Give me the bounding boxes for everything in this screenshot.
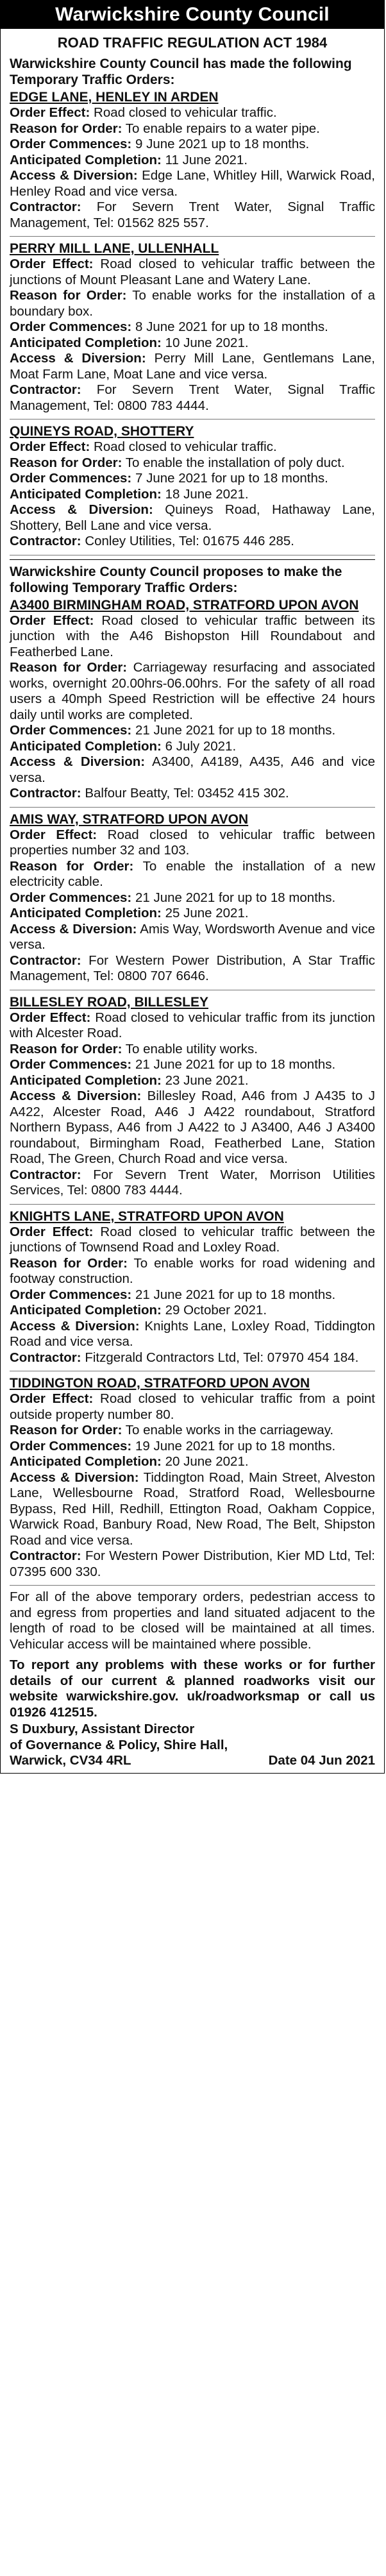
order-reason-line [10,1042,375,1058]
order-commences-value: 21 June 2021 for up to 18 months. [135,1057,336,1072]
order-completion-line [10,1454,375,1470]
order-access-value: Amis Way, Wordsworth Avenue and vice versa. [10,921,375,952]
order-effect-label: Order Effect: [10,439,90,454]
order-access-label: Access & Diversion: [10,168,138,183]
order-completion-value: 10 June 2021. [165,335,249,350]
order-access-line [10,922,375,953]
section-divider [10,559,375,560]
order-access-value: Tiddington Road, Main Street, Alveston Lane, Wellesbourne Road, Stratford Road, Wellesbourne Bypass, Red Hill, Redhill, Ettington Road, Oakham Coppice, Warwick Road, Banbury Road, New Road, The Belt, Shipston Road and vice versa. [10,1470,375,1548]
order-heading: QUINEYS ROAD, SHOTTERY [10,424,194,439]
order-commences-value: 19 June 2021 for up to 18 months. [135,1438,336,1453]
order-completion-line [10,739,375,755]
order-contractor-value: For Severn Trent Water, Signal Traffic Management, Tel: 0800 783 4444. [10,382,375,413]
order-access-line [10,351,375,382]
order-heading: AMIS WAY, STRATFORD UPON AVON [10,811,249,827]
order-effect-line [10,827,375,859]
order-effect-label: Order Effect: [10,1224,94,1239]
order-reason-label: Reason for Order: [10,1255,128,1271]
order-block [10,1208,375,1372]
order-heading: KNIGHTS LANE, STRATFORD UPON AVON [10,1208,284,1224]
order-completion-label: Anticipated Completion: [10,1454,162,1469]
order-access-value: Quineys Road, Hathaway Lane, Shottery, Bell Lane and vice versa. [10,502,375,533]
order-completion-label: Anticipated Completion: [10,1072,162,1088]
order-completion-label: Anticipated Completion: [10,335,162,350]
order-commences-label: Order Commences: [10,319,132,334]
order-contractor-label: Contractor: [10,1548,81,1563]
order-access-value: A3400, A4189, A435, A46 and vice versa. [10,754,375,785]
notice-header [1,1,384,29]
order-effect-value: Road closed to vehicular traffic between its junction with the A46 Bishopston Hill Roundabout and Featherbed Lane. [10,613,375,659]
order-commences-line [10,1439,375,1455]
order-effect-line [10,1010,375,1042]
order-reason-label: Reason for Order: [10,288,127,303]
order-completion-line [10,1303,375,1319]
order-block [10,811,375,990]
order-access-label: Access & Diversion: [10,1470,139,1485]
order-divider [10,807,375,808]
order-heading: TIDDINGTON ROAD, STRATFORD UPON AVON [10,1376,310,1391]
order-contractor-line [10,534,375,550]
order-commences-label: Order Commences: [10,1057,132,1072]
order-contractor-line [10,786,375,802]
order-commences-label: Order Commences: [10,137,132,151]
order-commences-line [10,1057,375,1073]
order-contractor-label: Contractor: [10,1350,81,1365]
order-contractor-label: Contractor: [10,953,81,968]
order-commences-value: 9 June 2021 up to 18 months. [135,137,310,151]
order-divider [10,1585,375,1586]
order-access-label: Access & Diversion: [10,1089,142,1103]
order-reason-value: To enable works for the installation of a boundary box. [10,288,375,319]
order-contractor-value: Conley Utilities, Tel: 01675 446 285. [85,534,295,548]
order-effect-value: Road closed to vehicular traffic. [94,439,277,454]
address-date-row [10,1753,375,1769]
order-reason-label: Reason for Order: [10,455,122,470]
order-access-value: Billesley Road, A46 from J A435 to J A422, Alcester Road, A46 J A422 roundabout, Stratford Northern Bypass, A46 from J A422 to J A3400, A46 J A3400 roundabout, Birmingham Road, Featherbed Lane, Station Road, The Green, Church Road and vice versa. [10,1089,375,1166]
order-block [10,1375,375,1586]
order-reason-value: To enable utility works. [125,1041,258,1056]
order-block [10,89,375,237]
order-completion-value: 25 June 2021. [165,906,249,920]
order-reason-line [10,288,375,319]
order-contractor-label: Contractor: [10,1167,81,1182]
order-completion-line [10,1073,375,1089]
order-access-label: Access & Diversion: [10,351,146,366]
order-commences-line [10,137,375,153]
order-heading: PERRY MILL LANE, ULLENHALL [10,241,219,256]
order-completion-label: Anticipated Completion: [10,486,162,502]
order-contractor-value: For Severn Trent Water, Morrison Utilities Services, Tel: 0800 783 4444. [10,1167,375,1198]
order-commences-value: 21 June 2021 for up to 18 months. [135,723,336,738]
order-commences-label: Order Commences: [10,471,132,486]
signatory-department-row [10,1738,375,1754]
order-access-line [10,1470,375,1549]
order-heading: A3400 BIRMINGHAM ROAD, STRATFORD UPON AVON [10,597,359,613]
order-effect-line [10,439,375,455]
order-completion-value: 20 June 2021. [165,1454,249,1469]
order-reason-line [10,455,375,471]
order-completion-line [10,487,375,503]
order-divider [10,1204,375,1205]
order-contractor-value: Fitzgerald Contractors Ltd, Tel: 07970 454 184. [85,1350,359,1365]
order-reason-label: Reason for Order: [10,858,134,874]
order-contractor-value: For Western Power Distribution, A Star Traffic Management, Tel: 0800 707 6646. [10,953,375,983]
order-access-label: Access & Diversion: [10,1318,140,1334]
order-block [10,597,375,808]
order-reason-line [10,859,375,890]
address: Warwick, CV34 4RL [10,1753,131,1768]
order-access-label: Access & Diversion: [10,921,137,936]
order-effect-value: Road closed to vehicular traffic between the junctions of Townsend Road and Loxley Road. [10,1224,375,1255]
order-reason-value: To enable works for road widening and footway construction. [10,1255,375,1286]
order-effect-value: Road closed to vehicular traffic. [94,105,277,120]
order-contractor-label: Contractor: [10,199,81,214]
order-access-line [10,1319,375,1350]
order-completion-value: 11 June 2021. [165,152,248,167]
order-commences-label: Order Commences: [10,1438,132,1453]
order-effect-value: Road closed to vehicular traffic between properties number 32 and 103. [10,827,375,858]
order-contractor-value: For Western Power Distribution, Kier MD Ltd, Tel: 07395 600 330. [10,1548,375,1579]
order-reason-line [10,660,375,723]
order-effect-label: Order Effect: [10,827,97,842]
signatory: S Duxbury, Assistant Director [10,1722,195,1736]
order-reason-value: To enable the installation of poly duct. [125,455,345,470]
order-contractor-label: Contractor: [10,786,81,801]
order-contractor-label: Contractor: [10,382,81,397]
order-reason-label: Reason for Order: [10,121,122,136]
intro-made-orders: Warwickshire County Council has made the following Temporary Traffic Orders: [10,56,352,87]
order-contractor-value: For Severn Trent Water, Signal Traffic Management, Tel: 01562 825 557. [10,199,375,230]
order-contractor-label: Contractor: [10,534,81,548]
order-commences-line [10,723,375,739]
order-effect-label: Order Effect: [10,257,94,271]
order-completion-value: 6 July 2021. [165,738,237,754]
order-commences-line [10,890,375,906]
order-reason-value: To enable works in the carriageway. [125,1423,334,1437]
order-commences-label: Order Commences: [10,723,132,738]
order-access-line [10,754,375,786]
act-title: ROAD TRAFFIC REGULATION ACT 1984 [57,35,328,51]
order-heading: EDGE LANE, HENLEY IN ARDEN [10,90,219,105]
order-effect-label: Order Effect: [10,1391,94,1406]
order-completion-line [10,335,375,352]
order-reason-label: Reason for Order: [10,1423,122,1437]
order-completion-label: Anticipated Completion: [10,738,162,754]
order-completion-label: Anticipated Completion: [10,906,162,920]
intro-proposed-orders: Warwickshire County Council proposes to make the following Temporary Traffic Orders: [10,564,342,595]
order-commences-line [10,1287,375,1303]
order-reason-line [10,121,375,137]
order-contractor-line [10,1350,375,1366]
notice-body [1,29,384,1773]
order-access-line [10,168,375,199]
order-block [10,241,375,419]
order-access-line [10,502,375,534]
order-effect-label: Order Effect: [10,1010,91,1025]
order-effect-line [10,613,375,661]
order-reason-label: Reason for Order: [10,660,128,675]
order-access-label: Access & Diversion: [10,754,146,769]
order-completion-label: Anticipated Completion: [10,152,162,167]
order-access-value: Perry Mill Lane, Gentlemans Lane, Moat Farm Lane, Moat Lane and vice versa. [10,351,375,382]
access-note: For all of the above temporary orders, pedestrian access to and egress from properties and land situated adjacent to the length of road to be closed will be maintained at all times. Vehicular access will be maintained where possible. [10,1589,375,1652]
order-contractor-line [10,382,375,414]
order-access-line [10,1089,375,1167]
order-commences-value: 8 June 2021 for up to 18 months. [135,319,328,334]
order-effect-line [10,1391,375,1423]
order-effect-value: Road closed to vehicular traffic from its junction with Alcester Road. [10,1010,376,1040]
order-reason-value: Carriageway resurfacing and associated works, overnight 20.00hrs-06.00hrs. For the safety of all road users a 40mph Speed Restriction will be effective 24 hours daily until works are completed. [10,660,375,722]
order-access-value: Knights Lane, Loxley Road, Tiddington Road and vice versa. [10,1318,375,1349]
order-contractor-value: Balfour Beatty, Tel: 03452 415 302. [85,786,289,801]
order-commences-value: 21 June 2021 for up to 18 months. [135,1287,336,1302]
order-commences-value: 21 June 2021 for up to 18 months. [135,890,336,905]
order-contractor-line [10,1548,375,1580]
order-commences-value: 7 June 2021 for up to 18 months. [135,471,328,486]
order-effect-line [10,105,375,121]
order-commences-label: Order Commences: [10,890,132,905]
order-divider [10,236,375,237]
order-reason-line [10,1423,375,1439]
order-effect-label: Order Effect: [10,105,90,120]
report-note: To report any problems with these works or for further details of our current & planned roadworks visit our website warwickshire.gov. uk/roadworksmap or call us 01926 412515. [10,1657,375,1720]
order-effect-label: Order Effect: [10,613,94,628]
order-effect-line [10,1224,375,1256]
order-commences-line [10,319,375,335]
order-reason-label: Reason for Order: [10,1041,122,1056]
order-effect-value: Road closed to vehicular traffic between the junctions of Mount Pleasant Lane and Watery Lane. [10,257,375,287]
order-access-value: Edge Lane, Whitley Hill, Warwick Road, Henley Road and vice versa. [10,168,375,199]
order-effect-value: Road closed to vehicular traffic from a point outside property number 80. [10,1391,376,1422]
order-commences-line [10,471,375,487]
notice-date: Date 04 Jun 2021 [268,1753,375,1768]
order-completion-value: 23 June 2021. [165,1072,249,1088]
order-access-label: Access & Diversion: [10,502,153,517]
order-completion-line [10,153,375,169]
order-commences-label: Order Commences: [10,1287,132,1302]
order-completion-line [10,906,375,922]
order-reason-value: To enable the installation of a new electricity cable. [10,858,376,889]
order-heading: BILLESLEY ROAD, BILLESLEY [10,994,208,1010]
council-title: Warwickshire County Council [55,4,330,25]
department: of Governance & Policy, Shire Hall, [10,1737,228,1752]
proposed-orders-list [10,597,375,1586]
order-completion-label: Anticipated Completion: [10,1303,162,1318]
order-completion-value: 18 June 2021. [165,486,249,502]
order-contractor-line [10,199,375,231]
order-reason-value: To enable repairs to a water pipe. [125,121,320,136]
made-orders-list [10,89,375,555]
order-effect-line [10,257,375,288]
order-contractor-line [10,1167,375,1199]
order-reason-line [10,1256,375,1287]
order-completion-value: 29 October 2021. [165,1303,267,1318]
order-contractor-line [10,953,375,985]
order-block [10,423,375,555]
order-block [10,994,375,1205]
